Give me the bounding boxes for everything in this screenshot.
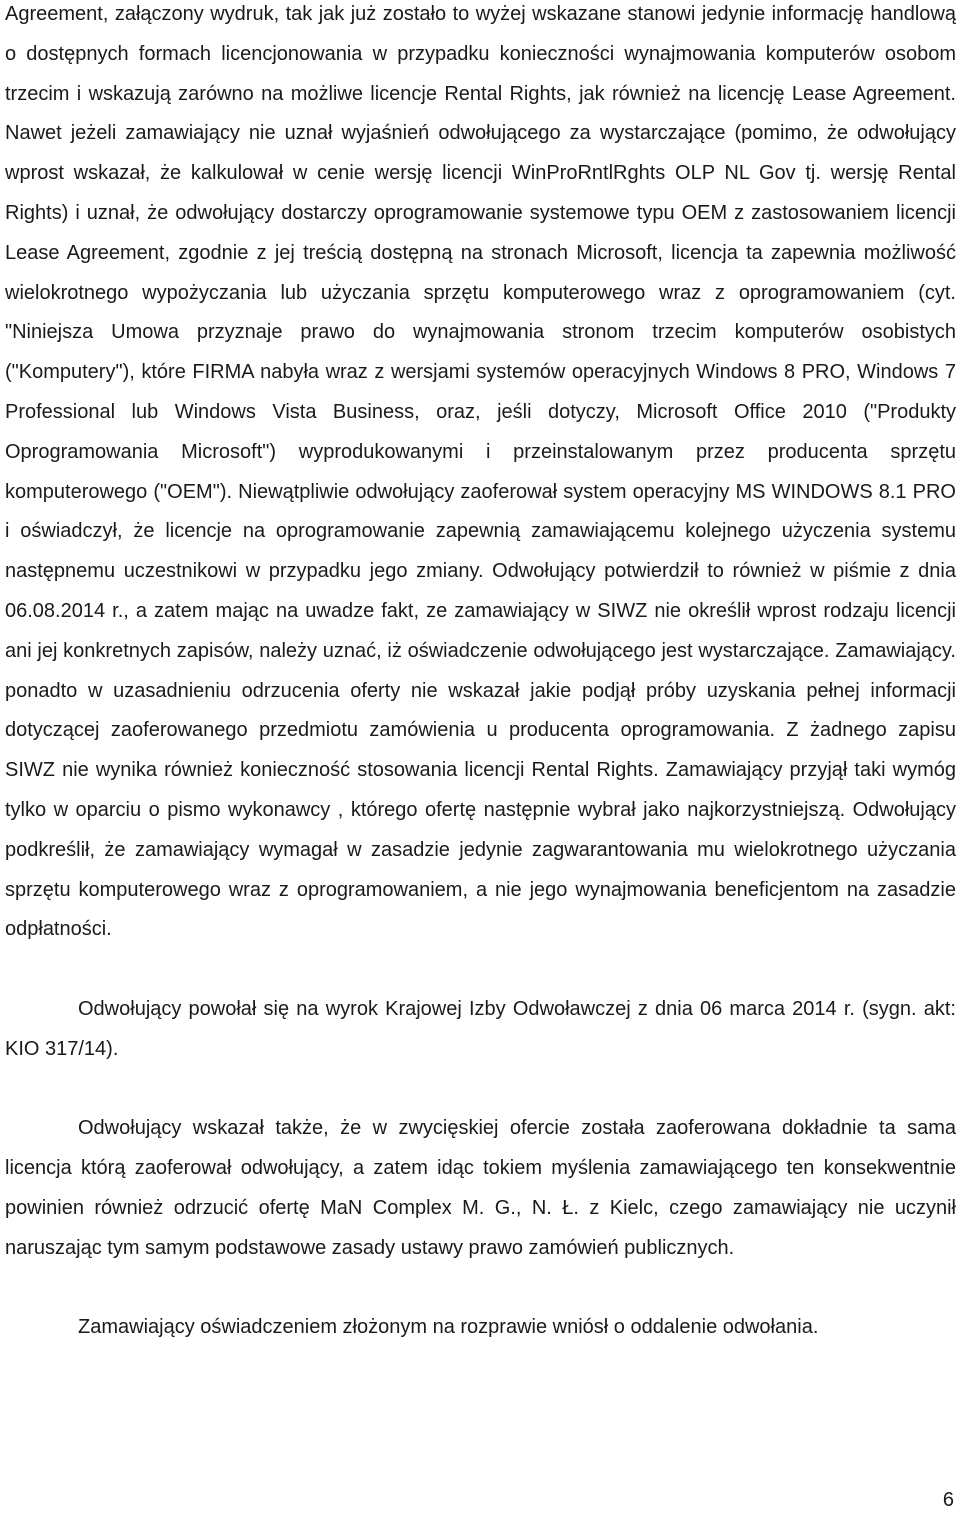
paragraph-contracting-authority: Zamawiający oświadczeniem złożonym na rozprawie wniósł o oddalenie odwołania. [78, 1316, 819, 1339]
paragraph-continued-argument: Agreement, załączony wydruk, tak jak już zostało to wyżej wskazane stanowi jedynie informację handlową o dostępnych formach licencjonowania w przypadku konieczności wynajmowania komputerów osobom trzecim i wskazują zarówno na możliwe licencje Rental Rights, jak również na licencję Lease Agreement. Nawet jeżeli zamawiający nie uznał wyjaśnień odwołującego za wystarczające (pomimo, że odwołujący wprost wskazał, że kalkulował w cenie wersję licencji WinProRntlRghts OLP NL Gov tj. wersję Rental Rights) i uznał, że odwołujący dostarczy oprogramowanie systemowe typu OEM z zastosowaniem licencji Lease Agreement, zgodnie z jej treścią dostępną na stronach Microsoft, licencja ta zapewnia możliwość wielokrotnego wypożyczania lub użyczania sprzętu komputerowego wraz z oprogramowaniem (cyt. "Niniejsza Umowa przyznaje prawo do wynajmowania stronom trzecim komputerów osobistych ("Komputery"), które FIRMA nabyła wraz z wersjami systemów operacyjnych Windows 8 PRO, Windows 7 Professional lub Windows Vista Business, oraz, jeśli dotyczy, Microsoft Office 2010 ("Produkty Oprogramowania Microsoft") wyprodukowanymi i przeinstalowanym przez producenta sprzętu komputerowego ("OEM"). Niewątpliwie odwołujący zaoferował system operacyjny MS WINDOWS 8.1 PRO i oświadczył, że licencje na oprogramowanie zapewnią zamawiającemu kolejnego użyczenia systemu następnemu uczestnikowi w przypadku jego zmiany. Odwołujący potwierdził to również w piśmie z dnia 06.08.2014 r., a zatem mając na uwadze fakt, ze zamawiający w SIWZ nie określił wprost rodzaju licencji ani jej konkretnych zapisów, należy uznać, iż oświadczenie odwołującego jest wystarczające. Zamawiający. ponadto w uzasadnieniu odrzucenia oferty nie wskazał jakie podjął próby uzyskania pełnej informacji dotyczącej zaoferowanego przedmiotu zamówienia u producenta oprogramowania. Z żadnego zapisu SIWZ nie wynika również konieczność stosowania licencji Rental Rights. Zamawiający przyjął taki wymóg tylko w oparciu o pismo wykonawcy , którego ofertę następnie wybrał jako najkorzystniejszą. Odwołujący podkreślił, że zamawiający wymagał w zasadzie jedynie zagwarantowania mu wielokrotnego użyczania sprzętu komputerowego wraz z oprogramowaniem, a nie jego wynajmowania beneficjentom na zasadzie odpłatności. [5, 3, 956, 941]
paragraph-cited-ruling: Odwołujący powołał się na wyrok Krajowej Izby Odwoławczej z dnia 06 marca 2014 r. (sygn. akt: KIO 317/14). [5, 997, 956, 1060]
page-number: 6 [942, 1489, 954, 1511]
paragraph-winning-offer: Odwołujący wskazał także, że w zwycięskiej ofercie została zaoferowana dokładnie ta sama licencja którą zaoferował odwołujący, a zatem idąc tokiem myślenia zamawiającego ten konsekwentnie powinien również odrzucić ofertę MaN Complex M. G., N. Ł. z Kielc, czego zamawiający nie uczynił naruszając tym samym podstawowe zasady ustawy prawo zamówień publicznych. [5, 1117, 956, 1259]
document-page [5, 0, 956, 1348]
